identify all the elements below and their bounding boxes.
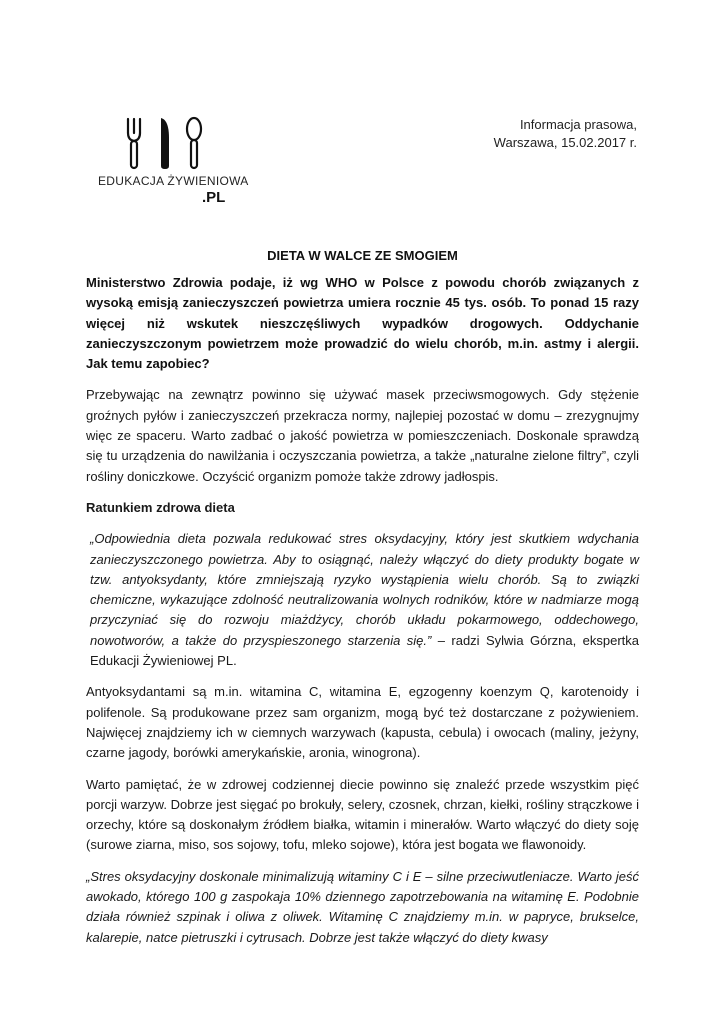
expert-quote-vitamins: „Stres oksydacyjny doskonale minimalizują witaminy C i E – silne przeciwutleniacze. Warto jeść awokado, którego 100 g zaspokaja 10% dziennego zapotrzebowania na witaminę E. Podobnie działa również szpinak i oliwa z oliwek. Witaminę C znajdziemy m.in. w papryce, brukselce, kalarepie, natce pietruszki i cytrusach. Dobrze jest także włączyć do diety kwasy [86, 868, 639, 945]
press-place-date: Warszawa, 15.02.2017 r. [493, 135, 637, 150]
logo-wordmark: EDUKACJA ŻYWIENIOWA [98, 174, 249, 188]
quote-attribution: – radzi Sylwia Górzna, ekspertka Edukacji Żywieniowej PL. [90, 632, 639, 669]
document-title: DIETA W WALCE ZE SMOGIEM [267, 248, 458, 263]
cutlery-icon [126, 116, 206, 170]
press-label: Informacja prasowa, [519, 117, 637, 132]
logo-domain-suffix: .PL [202, 189, 226, 206]
document-body [86, 273, 639, 959]
section-heading: Ratunkiem zdrowa dieta [86, 499, 235, 515]
press-header [494, 116, 637, 152]
logo [98, 112, 248, 212]
expert-quote-paragraph [86, 529, 639, 671]
paragraph-vegetables: Warto pamiętać, że w zdrowej codziennej diecie powinno się znaleźć przede wszystkim pięć porcji warzyw. Dobrze jest sięgać po brokuły, selery, czosnek, chrzan, kiełki, rośliny strączkowe i orzechy, które są doskonałym źródłem białka, witamin i minerałów. Warto włączyć do diety soję (surowe ziarna, miso, sos sojowy, tofu, mleko sojowe), która jest bogata we flawonoidy. [86, 776, 639, 853]
paragraph-antioxidants: Antyoksydantami są m.in. witamina C, witamina E, egzogenny koenzym Q, karotenoidy i polifenole. Są produkowane przez sam organizm, mogą być też dostarczane z pożywieniem. Najwięcej znajdziemy ich w ciemnych warzywach (kapusta, cebula) i owocach (maliny, jeżyny, czarne jagody, borówki amerykańskie, aronia, winogrona). [86, 684, 639, 761]
lead-paragraph: Ministerstwo Zdrowia podaje, iż wg WHO w Polsce z powodu chorób związanych z wysoką emisją zanieczyszczeń powietrza umiera rocznie 45 tys. osób. To ponad 15 razy więcej niż wskutek nieszczęśliwych wypadków drogowych. Oddychanie zanieczyszczonym powietrzem może prowadzić do wielu chorób, m.in. astmy i alergii. Jak temu zapobiec? [86, 275, 639, 372]
paragraph-masks: Przebywając na zewnątrz powinno się używać masek przeciwsmogowych. Gdy stężenie groźnych pyłów i zanieczyszczeń przekracza normy, najlepiej pozostać w domu – zrezygnujmy więc ze spaceru. Warto zadbać o jakość powietrza w pomieszczeniach. Doskonale sprawdzą się tu urządzenia do nawilżania i oczyszczania powietrza, a także „naturalne zielone filtry”, czyli rośliny doniczkowe. Oczyścić organizm pomoże także zdrowy jadłospis. [86, 387, 639, 484]
expert-quote: „Odpowiednia dieta pozwala redukować stres oksydacyjny, który jest skutkiem wdychania zanieczyszczonego powietrza. Aby to osiągnąć, należy włączyć do diety produkty bogate w tzw. antyoksydanty, które zmniejszają ryzyko wystąpienia wielu chorób. Są to związki chemiczne, wykazujące zdolność neutralizowania wolnych rodników, które w nadmiarze mogą przyczyniać się do rozwoju miażdżycy, chorób układu pokarmowego, oddechowego, nowotworów, a także do przyspieszonego starzenia się.” [90, 531, 639, 648]
